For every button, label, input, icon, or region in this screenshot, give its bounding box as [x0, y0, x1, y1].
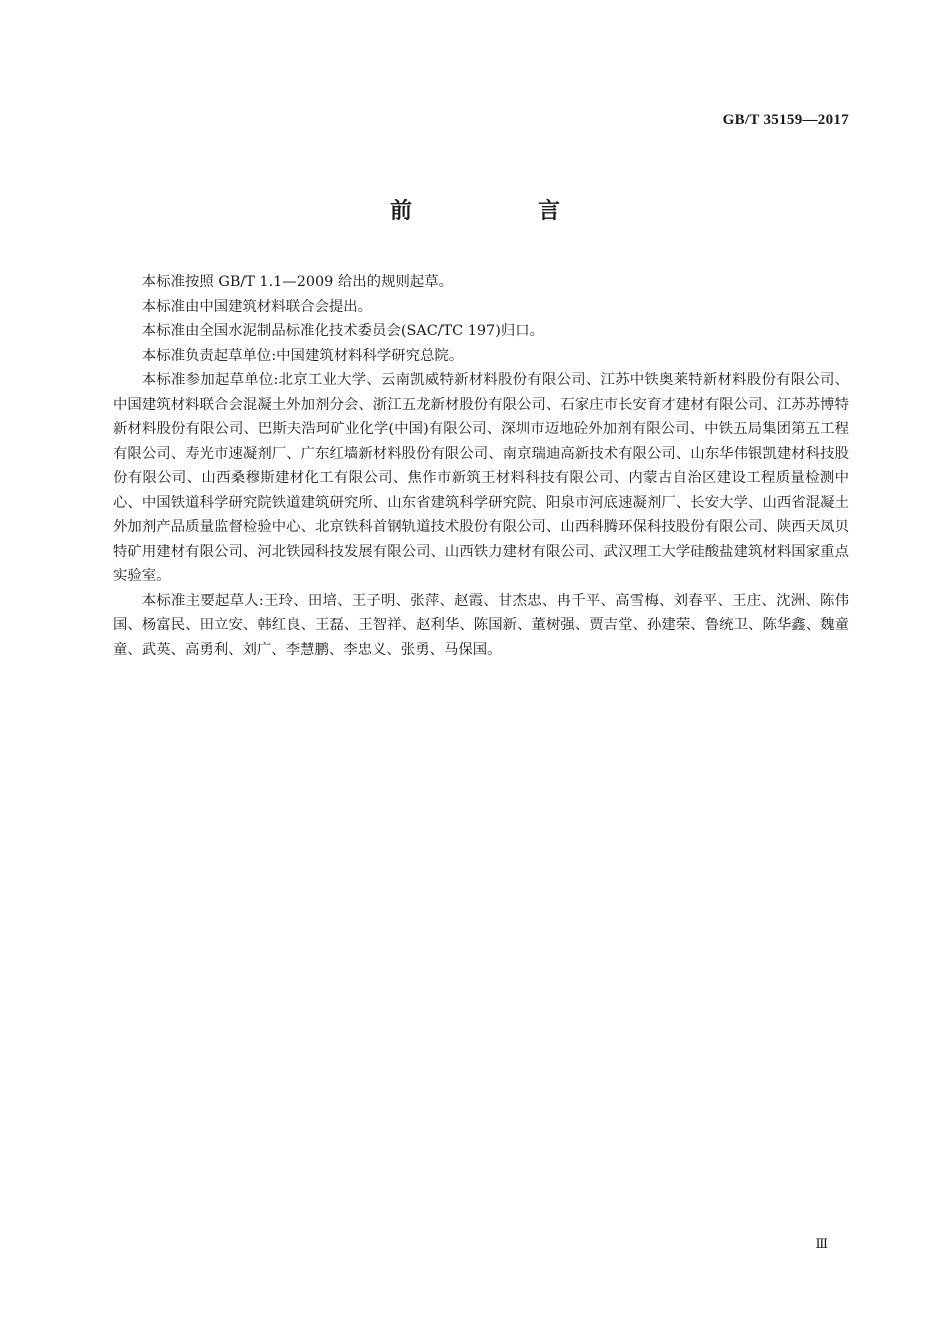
- paragraph-lead-drafter: 本标准负责起草单位:中国建筑材料科学研究总院。: [141, 347, 464, 364]
- paragraph-proposer: 本标准由中国建筑材料联合会提出。: [141, 298, 373, 315]
- paragraph-main-drafters: 本标准主要起草人:王玲、田培、王子明、张萍、赵霞、甘杰忠、冉千平、高雪梅、刘春平、王庄、沈洲、陈伟国、杨富民、田立安、韩红良、王磊、王智祥、赵利华、陈国新、董树强、贾吉堂、孙建荣、鲁统卫、陈华鑫、魏童童、武英、高勇利、刘广、李慧鹏、李忠义、张勇、马保国。: [113, 592, 849, 658]
- paragraph-participating-units: 本标准参加起草单位:北京工业大学、云南凯威特新材料股份有限公司、江苏中铁奥莱特新材料股份有限公司、中国建筑材料联合会混凝土外加剂分会、浙江五龙新材股份有限公司、石家庄市长安育才建材有限公司、江苏苏博特新材料股份有限公司、巴斯夫浩珂矿业化学(中国)有限公司、深圳市迈地砼外加剂有限公司、中铁五局集团第五工程有限公司、寿光市速凝剂厂、广东红墙新材料股份有限公司、南京瑞迪高新技术有限公司、山东华伟银凯建材科技股份有限公司、山西桑穆斯建材化工有限公司、焦作市新筑王材料科技有限公司、内蒙古自治区建设工程质量检测中心、中国铁道科学研究院铁道建筑研究所、山东省建筑科学研究院、阳泉市河底速凝剂厂、长安大学、山西省混凝土外加剂产品质量监督检验中心、北京铁科首钢轨道技术股份有限公司、山西科腾环保科技股份有限公司、陕西天凤贝特矿用建材有限公司、河北铁园科技发展有限公司、山西铁力建材有限公司、武汉理工大学硅酸盐建筑材料国家重点实验室。: [113, 372, 849, 584]
- foreword-body: [113, 270, 849, 662]
- page-title: 前 言: [389, 199, 612, 224]
- paragraph-committee: 本标准由全国水泥制品标准化技术委员会(SAC/TC 197)归口。: [141, 323, 544, 339]
- paragraph-drafting-rules: 本标准按照 GB/T 1.1—2009 给出的规则起草。: [141, 274, 454, 290]
- standard-code: GB/T 35159—2017: [722, 112, 849, 128]
- page-number: Ⅲ: [815, 1236, 828, 1251]
